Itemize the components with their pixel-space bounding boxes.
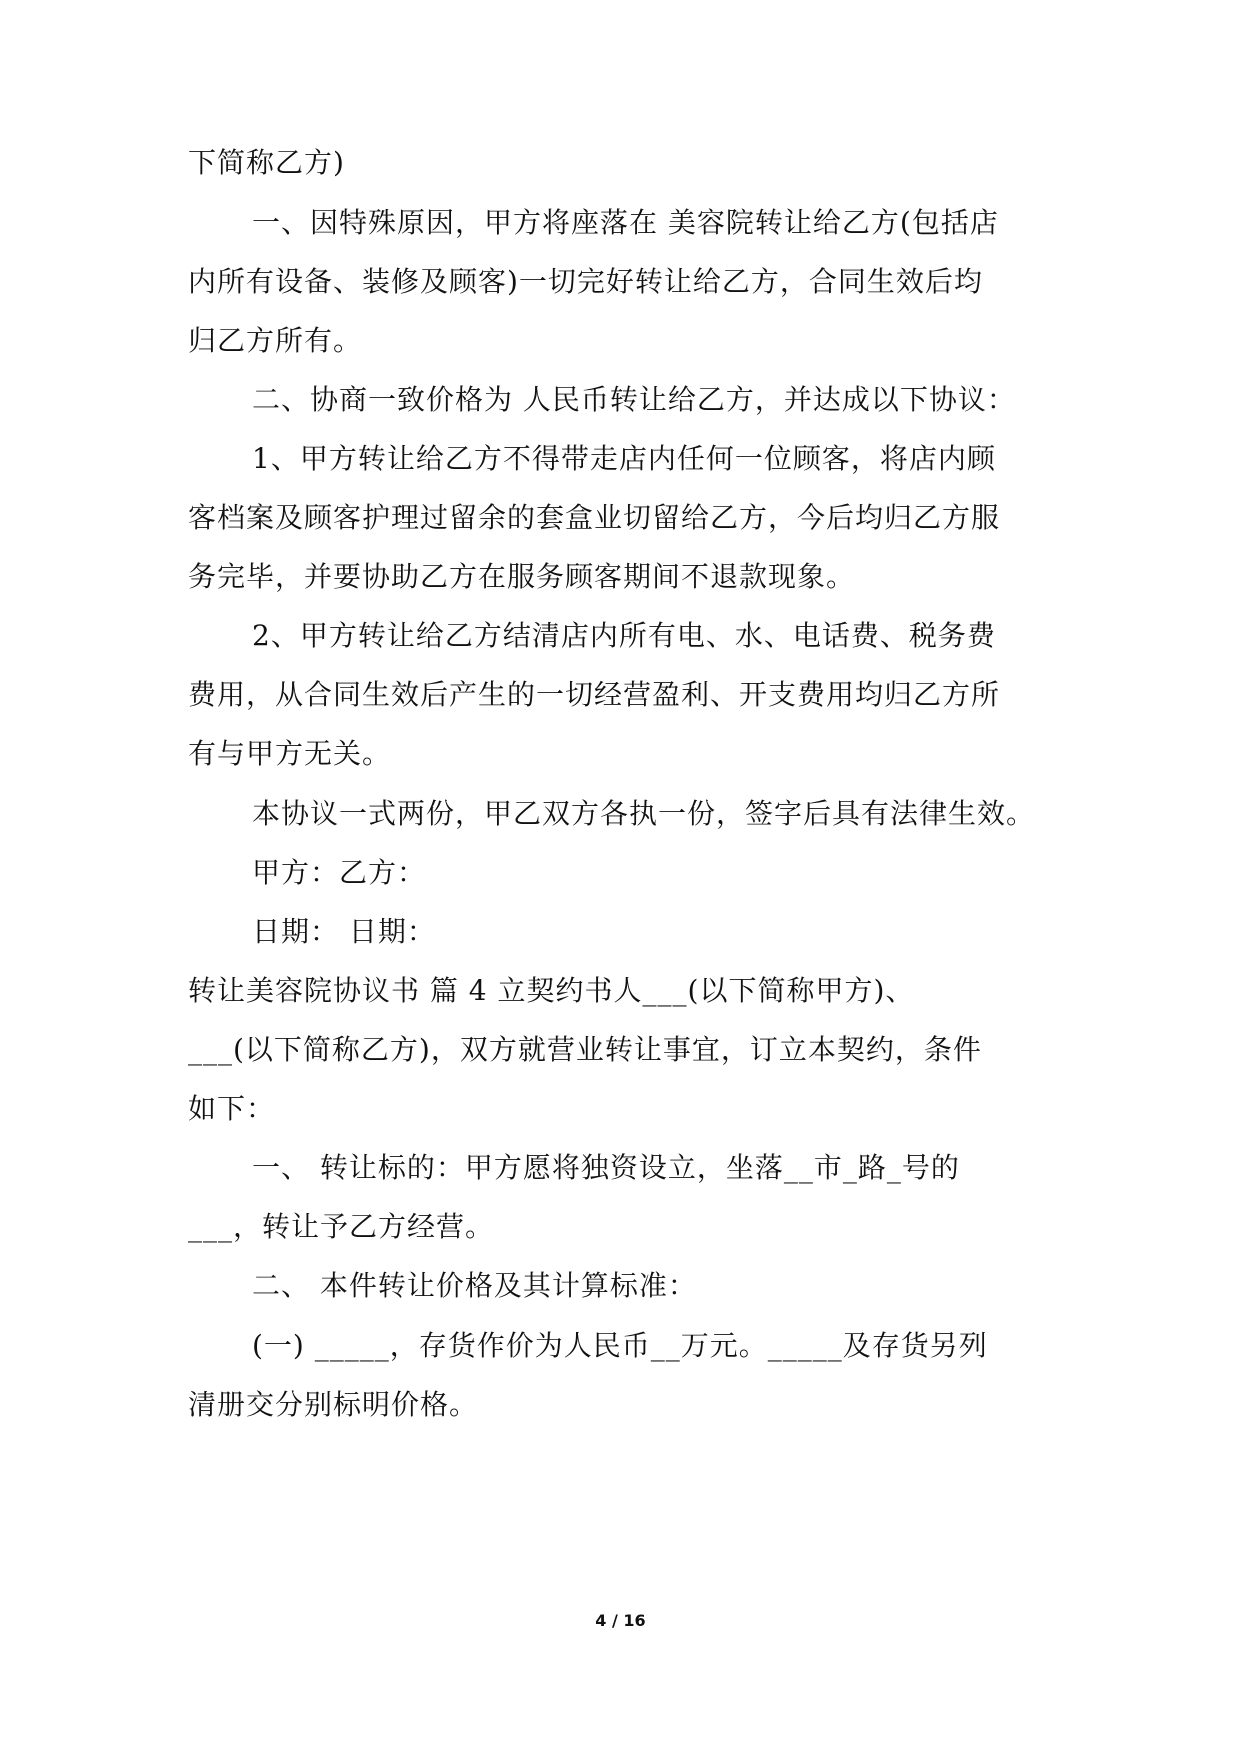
- text-line: 有与甲方无关。: [188, 737, 392, 770]
- page-number: 4 / 16: [595, 1611, 646, 1630]
- text-line: 一、因特殊原因，甲方将座落在 美容院转让给乙方(包括店: [252, 206, 999, 239]
- text-line: 二、 本件转让价格及其计算标准：: [252, 1269, 697, 1302]
- text-line: 下简称乙方): [188, 146, 345, 179]
- text-line: (一) _____，存货作价为人民币__万元。_____及存货另列: [252, 1329, 988, 1362]
- section-heading-line: 转让美容院协议书 篇 4 立契约书人___(以下简称甲方)、: [188, 974, 915, 1007]
- text-line: 内所有设备、装修及顾客)一切完好转让给乙方，合同生效后均: [188, 265, 983, 298]
- text-line: 本协议一式两份，甲乙双方各执一份，签字后具有法律生效。: [252, 797, 1036, 830]
- text-line: 客档案及顾客护理过留余的套盒业切留给乙方，今后均归乙方服: [188, 501, 1001, 534]
- text-line: 清册交分别标明价格。: [188, 1388, 479, 1421]
- text-line: 甲方：乙方：: [252, 856, 427, 889]
- text-line: 二、协商一致价格为 人民币转让给乙方，并达成以下协议：: [252, 383, 1016, 416]
- text-line: ___，转让予乙方经营。: [188, 1210, 495, 1243]
- text-line: 一、 转让标的：甲方愿将独资设立，坐落__市_路_号的: [252, 1151, 960, 1184]
- text-line: 归乙方所有。: [188, 324, 363, 357]
- text-line: 日期： 日期：: [252, 915, 436, 948]
- text-line: 如下：: [188, 1092, 276, 1125]
- text-line: 2、甲方转让给乙方结清店内所有电、水、电话费、税务费: [252, 619, 996, 652]
- text-line: 1、甲方转让给乙方不得带走店内任何一位顾客，将店内顾: [252, 442, 996, 475]
- text-line: 务完毕，并要协助乙方在服务顾客期间不退款现象。: [188, 560, 856, 593]
- text-line: ___(以下简称乙方)，双方就营业转让事宜，订立本契约，条件: [188, 1033, 982, 1066]
- text-line: 费用，从合同生效后产生的一切经营盈利、开支费用均归乙方所: [188, 678, 1001, 711]
